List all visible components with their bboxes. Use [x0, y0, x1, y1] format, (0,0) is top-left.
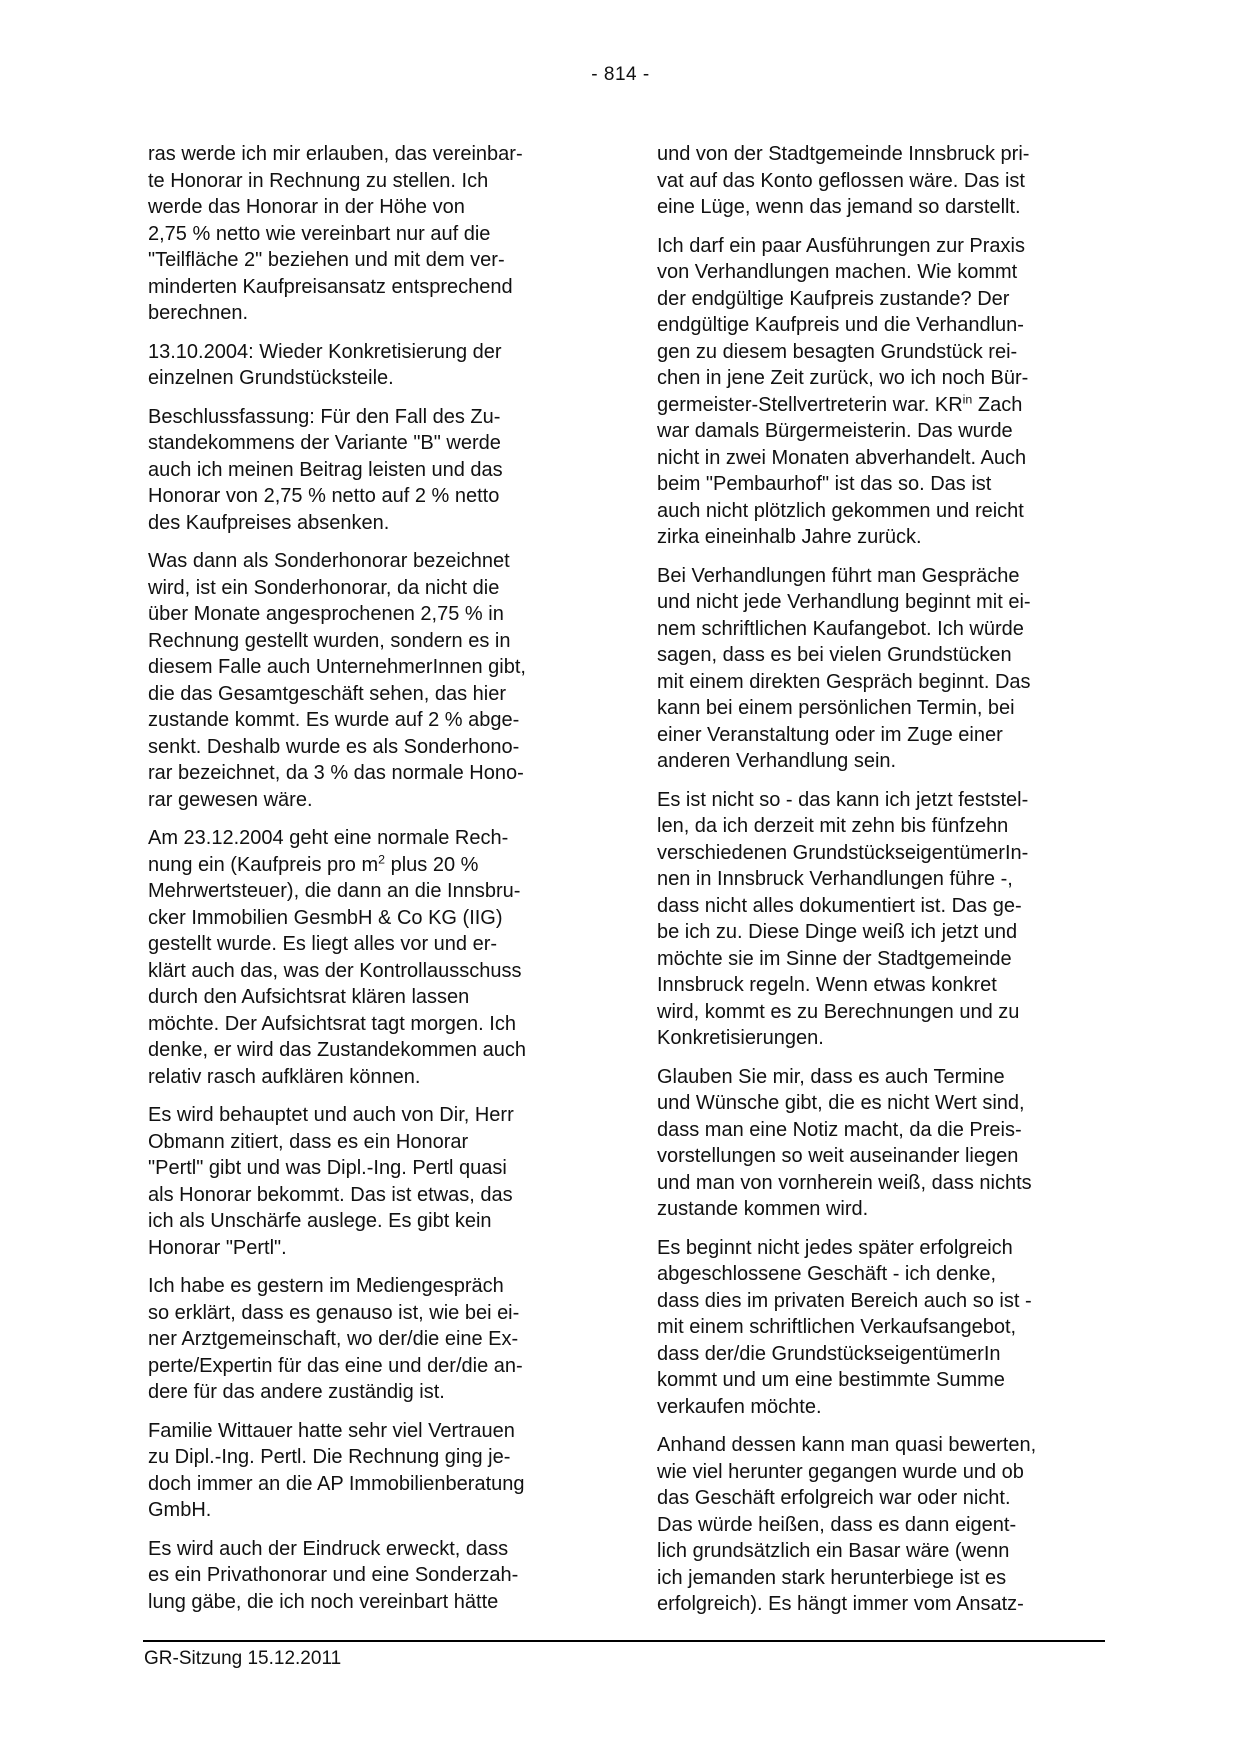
paragraph: Ich habe es gestern im Mediengespräch so erklärt, dass es genauso ist, wie bei ei- ner Arztgemeinschaft, wo der/die eine Ex- perte/Expertin für das eine und der/die an- dere für das andere zuständig ist. [148, 1275, 523, 1403]
paragraph: 13.10.2004: Wieder Konkretisierung der einzelnen Grundstücksteile. [148, 340, 502, 389]
paragraph: Es ist nicht so - das kann ich jetzt feststel- len, da ich derzeit mit zehn bis fünfzehn verschiedenen GrundstückseigentümerIn- nen in Innsbruck Verhandlungen führe -, dass nicht alles dokumentiert ist. Das ge- be ich zu. Diese Dinge weiß ich jetzt und möchte sie im Sinne der Stadtgemeinde Innsbruck regeln. Wenn etwas konkret wird, kommt es zu Berechnungen und zu Konkretisierungen. [657, 788, 1029, 1049]
paragraph: Beschlussfassung: Für den Fall des Zu- standekommens der Variante "B" werde auch ich meinen Beitrag leisten und das Honorar von 2,75 % netto auf 2 % netto des Kaufpreises absenken. [148, 405, 503, 534]
paragraph: Ich darf ein paar Ausführungen zur Praxis von Verhandlungen machen. Wie kommt der endgültige Kaufpreis zustande? Der endgültige Kaufpreis und die Verhandlun- gen zu diesem besagten Grundstück rei- chen in jene Zeit zurück, wo ich noch Bür- germeister-Stellvertreterin war. $KR^{in}$ Zach war damals Bürgermeisterin. Das wurde nicht in zwei Monaten abverhandelt. Auch beim "Pembaurhof" ist das so. Das ist auch nicht plötzlich gekommen und reicht zirka eineinhalb Jahre zurück. [657, 234, 1029, 548]
paragraph: Am 23.12.2004 geht eine normale Rech- nung ein (Kaufpreis pro $m^2$ plus 20 % Mehrwertsteuer), die dann an die Innsbru- cker Immobilien GesmbH & Co KG (IIG) gestellt wurde. Es liegt alles vor und er- klärt auch das, was der Kontrollausschuss durch den Aufsichtsrat klären lassen möchte. Der Aufsichtsrat tagt morgen. Ich denke, er wird das Zustandekommen auch relativ rasch aufklären können. [148, 827, 526, 1088]
text-column-right [657, 141, 1093, 1630]
footer-divider [143, 1640, 1105, 1642]
paragraph: Glauben Sie mir, dass es auch Termine und Wünsche gibt, die es nicht Wert sind, dass man eine Notiz macht, da die Preis- vorstellungen so weit auseinander liegen und man von vornherein weiß, dass nichts zustande kommen wird. [657, 1065, 1032, 1220]
footer-session-label: GR-Sitzung 15.12.2011 [144, 1648, 342, 1669]
paragraph: ras werde ich mir erlauben, das vereinbar- te Honorar in Rechnung zu stellen. Ich werde das Honorar in der Höhe von 2,75 % netto wie vereinbart nur auf die "Teilfläche 2" beziehen und mit dem ver- minderten Kaufpreisansatz entsprechend berechnen. [148, 143, 523, 324]
paragraph: Familie Wittauer hatte sehr viel Vertrauen zu Dipl.-Ing. Pertl. Die Rechnung ging je- doch immer an die AP Immobilienberatung GmbH. [148, 1419, 525, 1521]
paragraph: Es wird behauptet und auch von Dir, Herr Obmann zitiert, dass es ein Honorar "Pertl" gibt und was Dipl.-Ing. Pertl quasi als Honorar bekommt. Das ist etwas, das ich als Unschärfe auslege. Es gibt kein Honorar "Pertl". [148, 1104, 514, 1259]
paragraph: Bei Verhandlungen führt man Gespräche und nicht jede Verhandlung beginnt mit ei- nem schriftlichen Kaufangebot. Ich würde sagen, dass es bei vielen Grundstücken mit einem direkten Gespräch beginnt. Das kann bei einem persönlichen Termin, bei einer Veranstaltung oder im Zuge einer anderen Verhandlung sein. [657, 564, 1031, 772]
paragraph: Was dann als Sonderhonorar bezeichnet wird, ist ein Sonderhonorar, da nicht die über Monate angesprochenen 2,75 % in Rechnung gestellt wurden, sondern es in diesem Falle auch UnternehmerInnen gibt, die das Gesamtgeschäft sehen, das hier zustande kommt. Es wurde auf 2 % abge- senkt. Deshalb wurde es als Sonderhono- rar bezeichnet, da 3 % das normale Hono- rar gewesen wäre. [148, 550, 526, 811]
paragraph: und von der Stadtgemeinde Innsbruck pri- vat auf das Konto geflossen wäre. Das ist eine Lüge, wenn das jemand so darstellt. [657, 143, 1030, 218]
paragraph: Anhand dessen kann man quasi bewerten, wie viel herunter gegangen wurde und ob das Geschäft erfolgreich war oder nicht. Das würde heißen, dass es dann eigent- lich grundsätzlich ein Basar wäre (wenn ich jemanden stark herunterbiege ist es erfolgreich). Es hängt immer vom Ansatz- [657, 1434, 1037, 1615]
paragraph: Es wird auch der Eindruck erweckt, dass es ein Privathonorar und eine Sonderzah- lung gäbe, die ich noch vereinbart hätte [148, 1537, 519, 1613]
text-column-left [148, 141, 580, 1627]
paragraph: Es beginnt nicht jedes später erfolgreich abgeschlossene Geschäft - ich denke, dass dies im privaten Bereich auch so ist - mit einem schriftlichen Verkaufsangebot, dass der/die GrundstückseigentümerIn kommt und um eine bestimmte Summe verkaufen möchte. [657, 1236, 1032, 1418]
page-number: - 814 - [591, 64, 650, 85]
